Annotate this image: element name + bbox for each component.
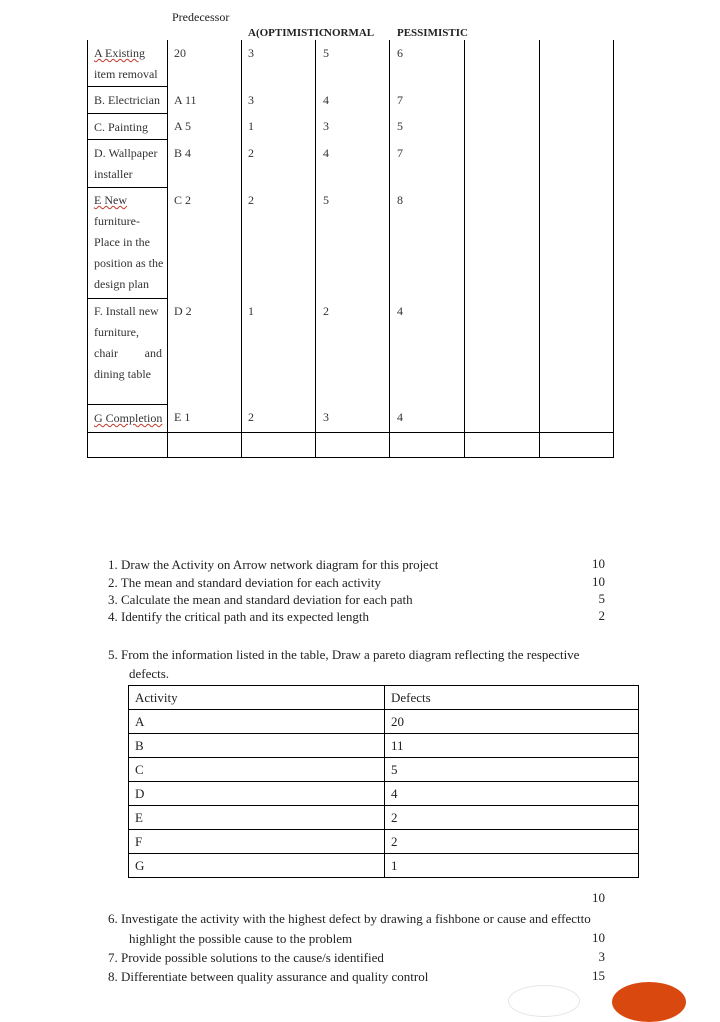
table-row [94, 301, 164, 385]
question-7: 7. Provide possible solutions to the cause/s identified [108, 950, 384, 965]
question-8: 8. Differentiate between quality assurance and quality control [108, 969, 429, 984]
pessimistic-cell: 7 [397, 146, 403, 160]
predecessor-cell: A 5 [174, 119, 192, 133]
question-8-marks: 15 [592, 968, 605, 983]
table-column-line [315, 40, 316, 458]
table-row [94, 190, 164, 295]
table-column-line [389, 40, 390, 458]
normal-cell: 2 [323, 304, 329, 318]
column-header: Defects [385, 686, 639, 710]
table-bottom-line [87, 457, 613, 458]
activity-name: F. Install new [94, 304, 159, 318]
question-7-marks: 3 [598, 949, 605, 964]
table-column-line [241, 40, 242, 458]
activity-cell: D [129, 782, 385, 806]
question-1: 1. Draw the Activity on Arrow network diagram for this project [108, 557, 439, 572]
activity-name: Place in the [94, 235, 150, 249]
activity-name: G Completion [94, 411, 163, 425]
table-row [129, 734, 639, 758]
table-border-right [613, 40, 614, 458]
activity-name: A Existing [94, 46, 146, 60]
overlay-button-shadow [508, 985, 580, 1017]
table-row [94, 117, 164, 138]
table-row [94, 408, 164, 429]
predecessor-cell: D 2 [174, 304, 192, 318]
question-6: 6. Investigate the activity with the highest defect by drawing a fishbone or cause and effectto [108, 911, 591, 926]
table-header-row [129, 686, 639, 710]
question-3: 3. Calculate the mean and standard deviation for each path [108, 592, 413, 607]
optimistic-cell: 2 [248, 146, 254, 160]
defects-cell: 11 [385, 734, 639, 758]
question-5-continuation: defects. [129, 666, 170, 681]
defects-cell: 20 [385, 710, 639, 734]
activity-name: design plan [94, 277, 149, 291]
activity-name: B. Electrician [94, 93, 160, 107]
pessimistic-header: PESSIMISTIC [397, 27, 468, 39]
normal-cell: 3 [323, 410, 329, 424]
normal-cell: 4 [323, 93, 329, 107]
table-row-line [87, 139, 167, 140]
optimistic-cell: 1 [248, 119, 254, 133]
predecessor-cell: B 4 [174, 146, 192, 160]
question-5-marks: 10 [592, 890, 605, 905]
table-row [94, 43, 164, 85]
pessimistic-cell: 4 [397, 304, 403, 318]
question-3-marks: 5 [598, 591, 605, 606]
optimistic-header: A(OPTIMISTIC [248, 27, 327, 39]
normal-header: NORMAL [324, 27, 375, 39]
activity-name: position as the [94, 256, 164, 270]
defects-cell: 4 [385, 782, 639, 806]
table-column-line [539, 40, 540, 458]
activity-cell: E [129, 806, 385, 830]
question-6-marks: 10 [592, 930, 605, 945]
activity-cell: A [129, 710, 385, 734]
table-row-line [87, 432, 613, 433]
activity-cell: C [129, 758, 385, 782]
question-5: 5. From the information listed in the table, Draw a pareto diagram reflecting the respective [108, 647, 580, 662]
table-row [94, 143, 164, 185]
activity-name: item removal [94, 67, 158, 81]
table-row-line [87, 187, 167, 188]
predecessor-cell: A 11 [174, 93, 197, 107]
table-row-line [87, 404, 167, 405]
activity-name: furniture, [94, 325, 139, 339]
optimistic-cell: 2 [248, 410, 254, 424]
activity-cell: B [129, 734, 385, 758]
floating-action-button[interactable] [612, 982, 686, 1022]
defects-cell: 2 [385, 806, 639, 830]
pessimistic-cell: 5 [397, 119, 403, 133]
activity-cell: G [129, 854, 385, 878]
question-4: 4. Identify the critical path and its expected length [108, 609, 369, 624]
activity-name: E New [94, 193, 127, 207]
table-row-line [87, 113, 167, 114]
table-column-line [464, 40, 465, 458]
table-row-line [87, 86, 167, 87]
table-row [94, 90, 164, 111]
optimistic-cell: 3 [248, 46, 254, 60]
table-row [129, 854, 639, 878]
table-row-line [87, 298, 167, 299]
table-row [129, 782, 639, 806]
question-2: 2. The mean and standard deviation for each activity [108, 575, 382, 590]
activity-name: C. Painting [94, 120, 149, 134]
normal-cell: 5 [323, 193, 329, 207]
pessimistic-cell: 6 [397, 46, 403, 60]
table-column-line [167, 40, 168, 458]
table-row [129, 758, 639, 782]
defects-cell: 1 [385, 854, 639, 878]
activity-cell: F [129, 830, 385, 854]
activity-name: furniture- [94, 214, 140, 228]
question-6-continuation: highlight the possible cause to the problem [129, 931, 353, 946]
normal-cell: 5 [323, 46, 329, 60]
table-row [129, 710, 639, 734]
predecessor-header: Predecessor [172, 10, 230, 24]
predecessor-cell: C 2 [174, 193, 192, 207]
activity-name: and [144, 346, 162, 360]
defects-cell: 2 [385, 830, 639, 854]
table-row [129, 830, 639, 854]
pessimistic-cell: 7 [397, 93, 403, 107]
question-1-marks: 10 [592, 556, 605, 571]
defects-cell: 5 [385, 758, 639, 782]
table-row [129, 806, 639, 830]
pessimistic-cell: 8 [397, 193, 403, 207]
predecessor-cell: 20 [174, 46, 186, 60]
optimistic-cell: 2 [248, 193, 254, 207]
activity-name: installer [94, 167, 133, 181]
optimistic-cell: 1 [248, 304, 254, 318]
activity-name: dining table [94, 367, 151, 381]
normal-cell: 4 [323, 146, 329, 160]
defects-table [128, 685, 639, 878]
activity-name: chair [94, 346, 118, 360]
table-border-left [87, 40, 88, 458]
column-header: Activity [129, 686, 385, 710]
question-2-marks: 10 [592, 574, 605, 589]
normal-cell: 3 [323, 119, 329, 133]
pessimistic-cell: 4 [397, 410, 403, 424]
question-4-marks: 2 [598, 608, 605, 623]
optimistic-cell: 3 [248, 93, 254, 107]
activity-name: D. Wallpaper [94, 146, 158, 160]
predecessor-cell: E 1 [174, 410, 191, 424]
